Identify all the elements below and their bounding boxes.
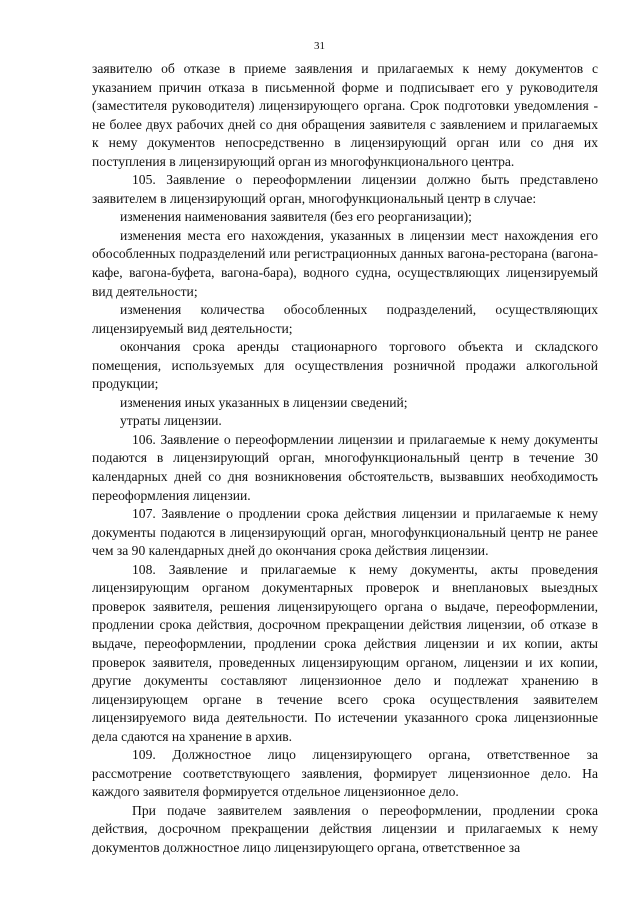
list-item-location-change: изменения места его нахождения, указанных в лицензии мест нахождения его обособленных подразделений или регистрационных данных вагона-ресторана (вагона-кафе, вагона-буфета, вагона-бара), водного судна, осуществляющих лицензируемый вид деятельности; [92,227,598,299]
paragraph-106: 106. Заявление о переоформлении лицензии и прилагаемые к нему документы подаются в лицензирующий орган, многофункциональный центр в течение 30 календарных дней со дня возникновения обстоятельств, вызвавших необходимость переоформления лицензии. [92,431,598,503]
list-item-lease-end: окончания срока аренды стационарного торгового объекта и складского помещения, используемых для осуществления розничной продажи алкогольной продукции; [92,339,598,392]
list-item-name-change: изменения наименования заявителя (без его реорганизации); [120,209,472,225]
paragraph-109: 109. Должностное лицо лицензирующего органа, ответственное за рассмотрение соответствующего заявления, формирует лицензионное дело. На каждого заявителя формируется отдельное лицензионное дело. [92,747,598,800]
paragraph-105: 105. Заявление о переоформлении лицензии должно быть представлено заявителем в лицензирующий орган, многофункциональный центр в случае: [92,172,598,206]
paragraph-continuation: заявителю об отказе в приеме заявления и прилагаемых к нему документов с указанием причин отказа в письменной форме и подписывает его у руководителя (заместителя руководителя) лицензирующего органа. Срок подготовки уведомления - не более двух рабочих дней со дня обращения заявителя с заявлением и прилагаемых к нему документов непосредственно в лицензирующий орган или со дня их поступления в лицензирующий орган из многофункционального центра. [92,61,598,169]
list-item-other-changes: изменения иных указанных в лицензии сведений; [120,394,408,410]
paragraph-submission: При подаче заявителем заявления о переоформлении, продлении срока действия, досрочном прекращении действия лицензии и прилагаемых к нему документов должностное лицо лицензирующего органа, ответственное за [92,802,598,855]
paragraph-108: 108. Заявление и прилагаемые к нему документы, акты проведения лицензирующим органом документарных проверок и внеплановых выездных проверок заявителя, решения лицензирующего органа о выдаче, переоформлении, продлении срока действия, досрочном прекращении действия лицензии, об отказе в выдаче, переоформлении, продлении срока действия лицензии и их копии, акты проверок заявителя, проведенных лицензирующим органом, лицензии и их копии, другие документы составляют лицензионное дело и подлежат хранению в лицензирующем органе в течение всего срока осуществления заявителем лицензируемого вида деятельности. По истечении указанного срока лицензионные дела сдаются на хранение в архив. [92,561,598,744]
paragraph-107: 107. Заявление о продлении срока действия лицензии и прилагаемые к нему документы подаются в лицензирующий орган, многофункциональный центр не ранее чем за 90 календарных дней до окончания срока действия лицензии. [92,506,598,559]
document-body [92,60,598,858]
list-item-license-loss: утраты лицензии. [120,413,222,429]
page-number: 31 [314,40,325,52]
list-item-branch-count-change: изменения количества обособленных подразделений, осуществляющих лицензируемый вид деятельности; [92,302,598,336]
